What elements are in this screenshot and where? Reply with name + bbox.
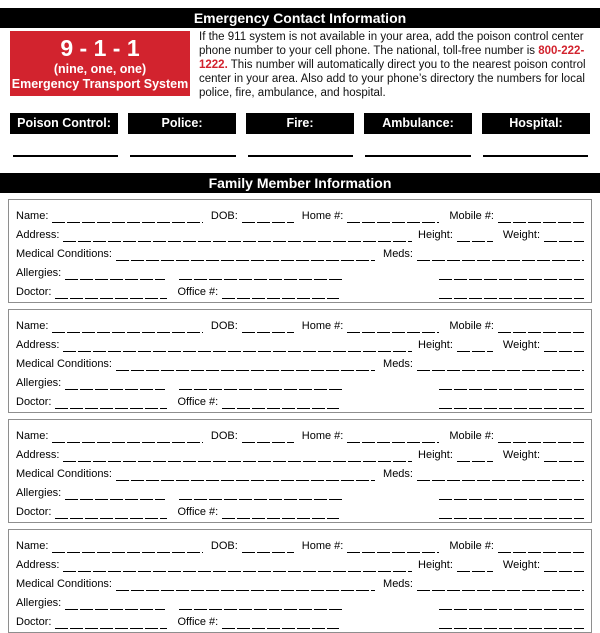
mobile-phone-blank-line: [498, 321, 584, 333]
poison-control-blank-line: [13, 155, 118, 157]
meds-blank-line: [417, 579, 584, 591]
allergies-label: Allergies:: [16, 486, 62, 499]
allergies-label: Allergies:: [16, 266, 62, 279]
height-label: Height:: [418, 558, 453, 571]
poison-control-phone-number: 800-222-1222.: [199, 44, 585, 71]
contact-label-ambulance: Ambulance:: [364, 113, 472, 134]
office-phone-label: Office #:: [177, 615, 219, 628]
member-row-name: [16, 424, 584, 443]
dob-blank-line: [242, 431, 294, 443]
member-row-allergies: [16, 371, 584, 390]
home-phone-label: Home #:: [301, 209, 344, 222]
home-phone-label: Home #:: [301, 539, 344, 552]
height-label: Height:: [418, 228, 453, 241]
mobile-phone-blank-line: [498, 541, 584, 553]
emergency-contacts-label-row: [10, 113, 590, 134]
member-row-name: [16, 314, 584, 333]
weight-label: Weight:: [502, 558, 540, 571]
member-row-address: [16, 553, 584, 572]
member-row-name: [16, 534, 584, 553]
member-row-allergies: [16, 261, 584, 280]
allergies-continuation-blank-line: [179, 268, 342, 280]
allergies-blank-line: [65, 598, 165, 610]
home-phone-blank-line: [347, 321, 439, 333]
contact-label-hospital: Hospital:: [482, 113, 590, 134]
doctor-label: Doctor:: [16, 395, 52, 408]
home-phone-blank-line: [347, 211, 439, 223]
mobile-phone-label: Mobile #:: [449, 209, 494, 222]
name-label: Name:: [16, 429, 49, 442]
member-row-medical: [16, 352, 584, 371]
weight-label: Weight:: [502, 338, 540, 351]
weight-blank-line: [544, 450, 584, 462]
meds-label: Meds:: [383, 577, 413, 590]
address-label: Address:: [16, 228, 60, 241]
nine-one-one-number: 9 - 1 - 1: [60, 34, 140, 61]
medical-conditions-blank-line: [116, 579, 375, 591]
instructions-text-before: If the 911 system is not available in your area, add the poison control center phone number to your cell phone. The national, toll-free number is: [199, 31, 584, 57]
doctor-blank-line: [55, 397, 167, 409]
section-header-emergency-contact: [0, 8, 600, 28]
dob-label: DOB:: [210, 429, 238, 442]
member-row-doctor: [16, 390, 584, 409]
name-blank-line: [52, 541, 202, 553]
allergies-label: Allergies:: [16, 596, 62, 609]
office-phone-blank-line: [222, 507, 339, 519]
name-label: Name:: [16, 209, 49, 222]
height-blank-line: [457, 560, 493, 572]
address-blank-line: [63, 560, 412, 572]
meds-blank-line: [417, 249, 584, 261]
member-row-medical: [16, 242, 584, 261]
family-members-list: [0, 199, 600, 633]
height-blank-line: [457, 450, 493, 462]
meds-continuation-blank-line: [439, 287, 584, 299]
office-phone-label: Office #:: [177, 505, 219, 518]
weight-blank-line: [544, 560, 584, 572]
home-phone-label: Home #:: [301, 429, 344, 442]
fire-blank-line: [248, 155, 353, 157]
weight-blank-line: [544, 340, 584, 352]
name-blank-line: [52, 321, 202, 333]
allergies-continuation-blank-line: [179, 488, 342, 500]
family-member-card: [8, 529, 592, 633]
meds-continuation-blank-line: [439, 507, 584, 519]
dob-label: DOB:: [210, 319, 238, 332]
name-blank-line: [52, 211, 202, 223]
height-blank-line: [457, 230, 493, 242]
address-blank-line: [63, 450, 412, 462]
allergies-blank-line: [65, 378, 165, 390]
height-blank-line: [457, 340, 493, 352]
address-label: Address:: [16, 448, 60, 461]
home-phone-label: Home #:: [301, 319, 344, 332]
doctor-label: Doctor:: [16, 505, 52, 518]
meds-blank-line: [417, 359, 584, 371]
mobile-phone-label: Mobile #:: [449, 319, 494, 332]
weight-blank-line: [544, 230, 584, 242]
family-member-card: [8, 309, 592, 413]
mobile-phone-blank-line: [498, 211, 584, 223]
medical-conditions-blank-line: [116, 469, 375, 481]
allergies-blank-line: [65, 488, 165, 500]
member-row-medical: [16, 462, 584, 481]
allergies-continuation-blank-line: [179, 378, 342, 390]
home-phone-blank-line: [347, 431, 439, 443]
allergies-label: Allergies:: [16, 376, 62, 389]
emergency-contacts-blank-row: [13, 155, 588, 157]
instructions-text-after: This number will automatically direct you to the nearest poison control center in your area. Also add to your phone’s directory the numbers for local police, fire, ambulance, and hospital.: [199, 58, 586, 99]
name-label: Name:: [16, 539, 49, 552]
meds-label: Meds:: [383, 247, 413, 260]
mobile-phone-blank-line: [498, 431, 584, 443]
meds-continuation-blank-line: [439, 268, 584, 280]
name-blank-line: [52, 431, 202, 443]
meds-continuation-blank-line: [439, 598, 584, 610]
address-blank-line: [63, 230, 412, 242]
weight-label: Weight:: [502, 448, 540, 461]
family-member-card: [8, 199, 592, 303]
dob-label: DOB:: [210, 539, 238, 552]
address-label: Address:: [16, 558, 60, 571]
member-row-address: [16, 223, 584, 242]
medical-conditions-blank-line: [116, 249, 375, 261]
office-phone-label: Office #:: [177, 395, 219, 408]
family-member-card: [8, 419, 592, 523]
emergency-transport-caption: Emergency Transport System: [11, 76, 189, 91]
section-title: Family Member Information: [208, 174, 392, 191]
office-phone-label: Office #:: [177, 285, 219, 298]
dob-label: DOB:: [210, 209, 238, 222]
member-row-doctor: [16, 280, 584, 299]
medical-conditions-label: Medical Conditions:: [16, 357, 112, 370]
poison-control-instructions: [199, 31, 590, 101]
intro-section: [10, 31, 590, 101]
office-phone-blank-line: [222, 397, 339, 409]
member-row-allergies: [16, 591, 584, 610]
member-row-allergies: [16, 481, 584, 500]
name-label: Name:: [16, 319, 49, 332]
member-row-name: [16, 204, 584, 223]
police-blank-line: [130, 155, 235, 157]
height-label: Height:: [418, 448, 453, 461]
meds-label: Meds:: [383, 467, 413, 480]
height-label: Height:: [418, 338, 453, 351]
meds-continuation-blank-line: [439, 378, 584, 390]
hospital-blank-line: [483, 155, 588, 157]
meds-blank-line: [417, 469, 584, 481]
member-row-address: [16, 333, 584, 352]
ambulance-blank-line: [365, 155, 470, 157]
member-row-doctor: [16, 610, 584, 629]
contact-label-poison-control: Poison Control:: [10, 113, 118, 134]
home-phone-blank-line: [347, 541, 439, 553]
dob-blank-line: [242, 321, 294, 333]
mobile-phone-label: Mobile #:: [449, 429, 494, 442]
meds-label: Meds:: [383, 357, 413, 370]
address-label: Address:: [16, 338, 60, 351]
address-blank-line: [63, 340, 412, 352]
member-row-medical: [16, 572, 584, 591]
doctor-blank-line: [55, 507, 167, 519]
office-phone-blank-line: [222, 287, 339, 299]
member-row-address: [16, 443, 584, 462]
medical-conditions-label: Medical Conditions:: [16, 577, 112, 590]
medical-conditions-label: Medical Conditions:: [16, 467, 112, 480]
allergies-continuation-blank-line: [179, 598, 342, 610]
meds-continuation-blank-line: [439, 397, 584, 409]
mobile-phone-label: Mobile #:: [449, 539, 494, 552]
section-header-family-member: [0, 173, 600, 193]
allergies-blank-line: [65, 268, 165, 280]
nine-one-one-words: (nine, one, one): [53, 61, 147, 76]
medical-conditions-blank-line: [116, 359, 375, 371]
doctor-label: Doctor:: [16, 615, 52, 628]
nine-one-one-box: [10, 31, 190, 96]
dob-blank-line: [242, 211, 294, 223]
medical-conditions-label: Medical Conditions:: [16, 247, 112, 260]
doctor-blank-line: [55, 287, 167, 299]
weight-label: Weight:: [502, 228, 540, 241]
dob-blank-line: [242, 541, 294, 553]
contact-label-police: Police:: [128, 113, 236, 134]
contact-label-fire: Fire:: [246, 113, 354, 134]
member-row-doctor: [16, 500, 584, 519]
emergency-form-page: [0, 8, 600, 633]
meds-continuation-blank-line: [439, 488, 584, 500]
doctor-label: Doctor:: [16, 285, 52, 298]
section-title: Emergency Contact Information: [193, 10, 407, 26]
